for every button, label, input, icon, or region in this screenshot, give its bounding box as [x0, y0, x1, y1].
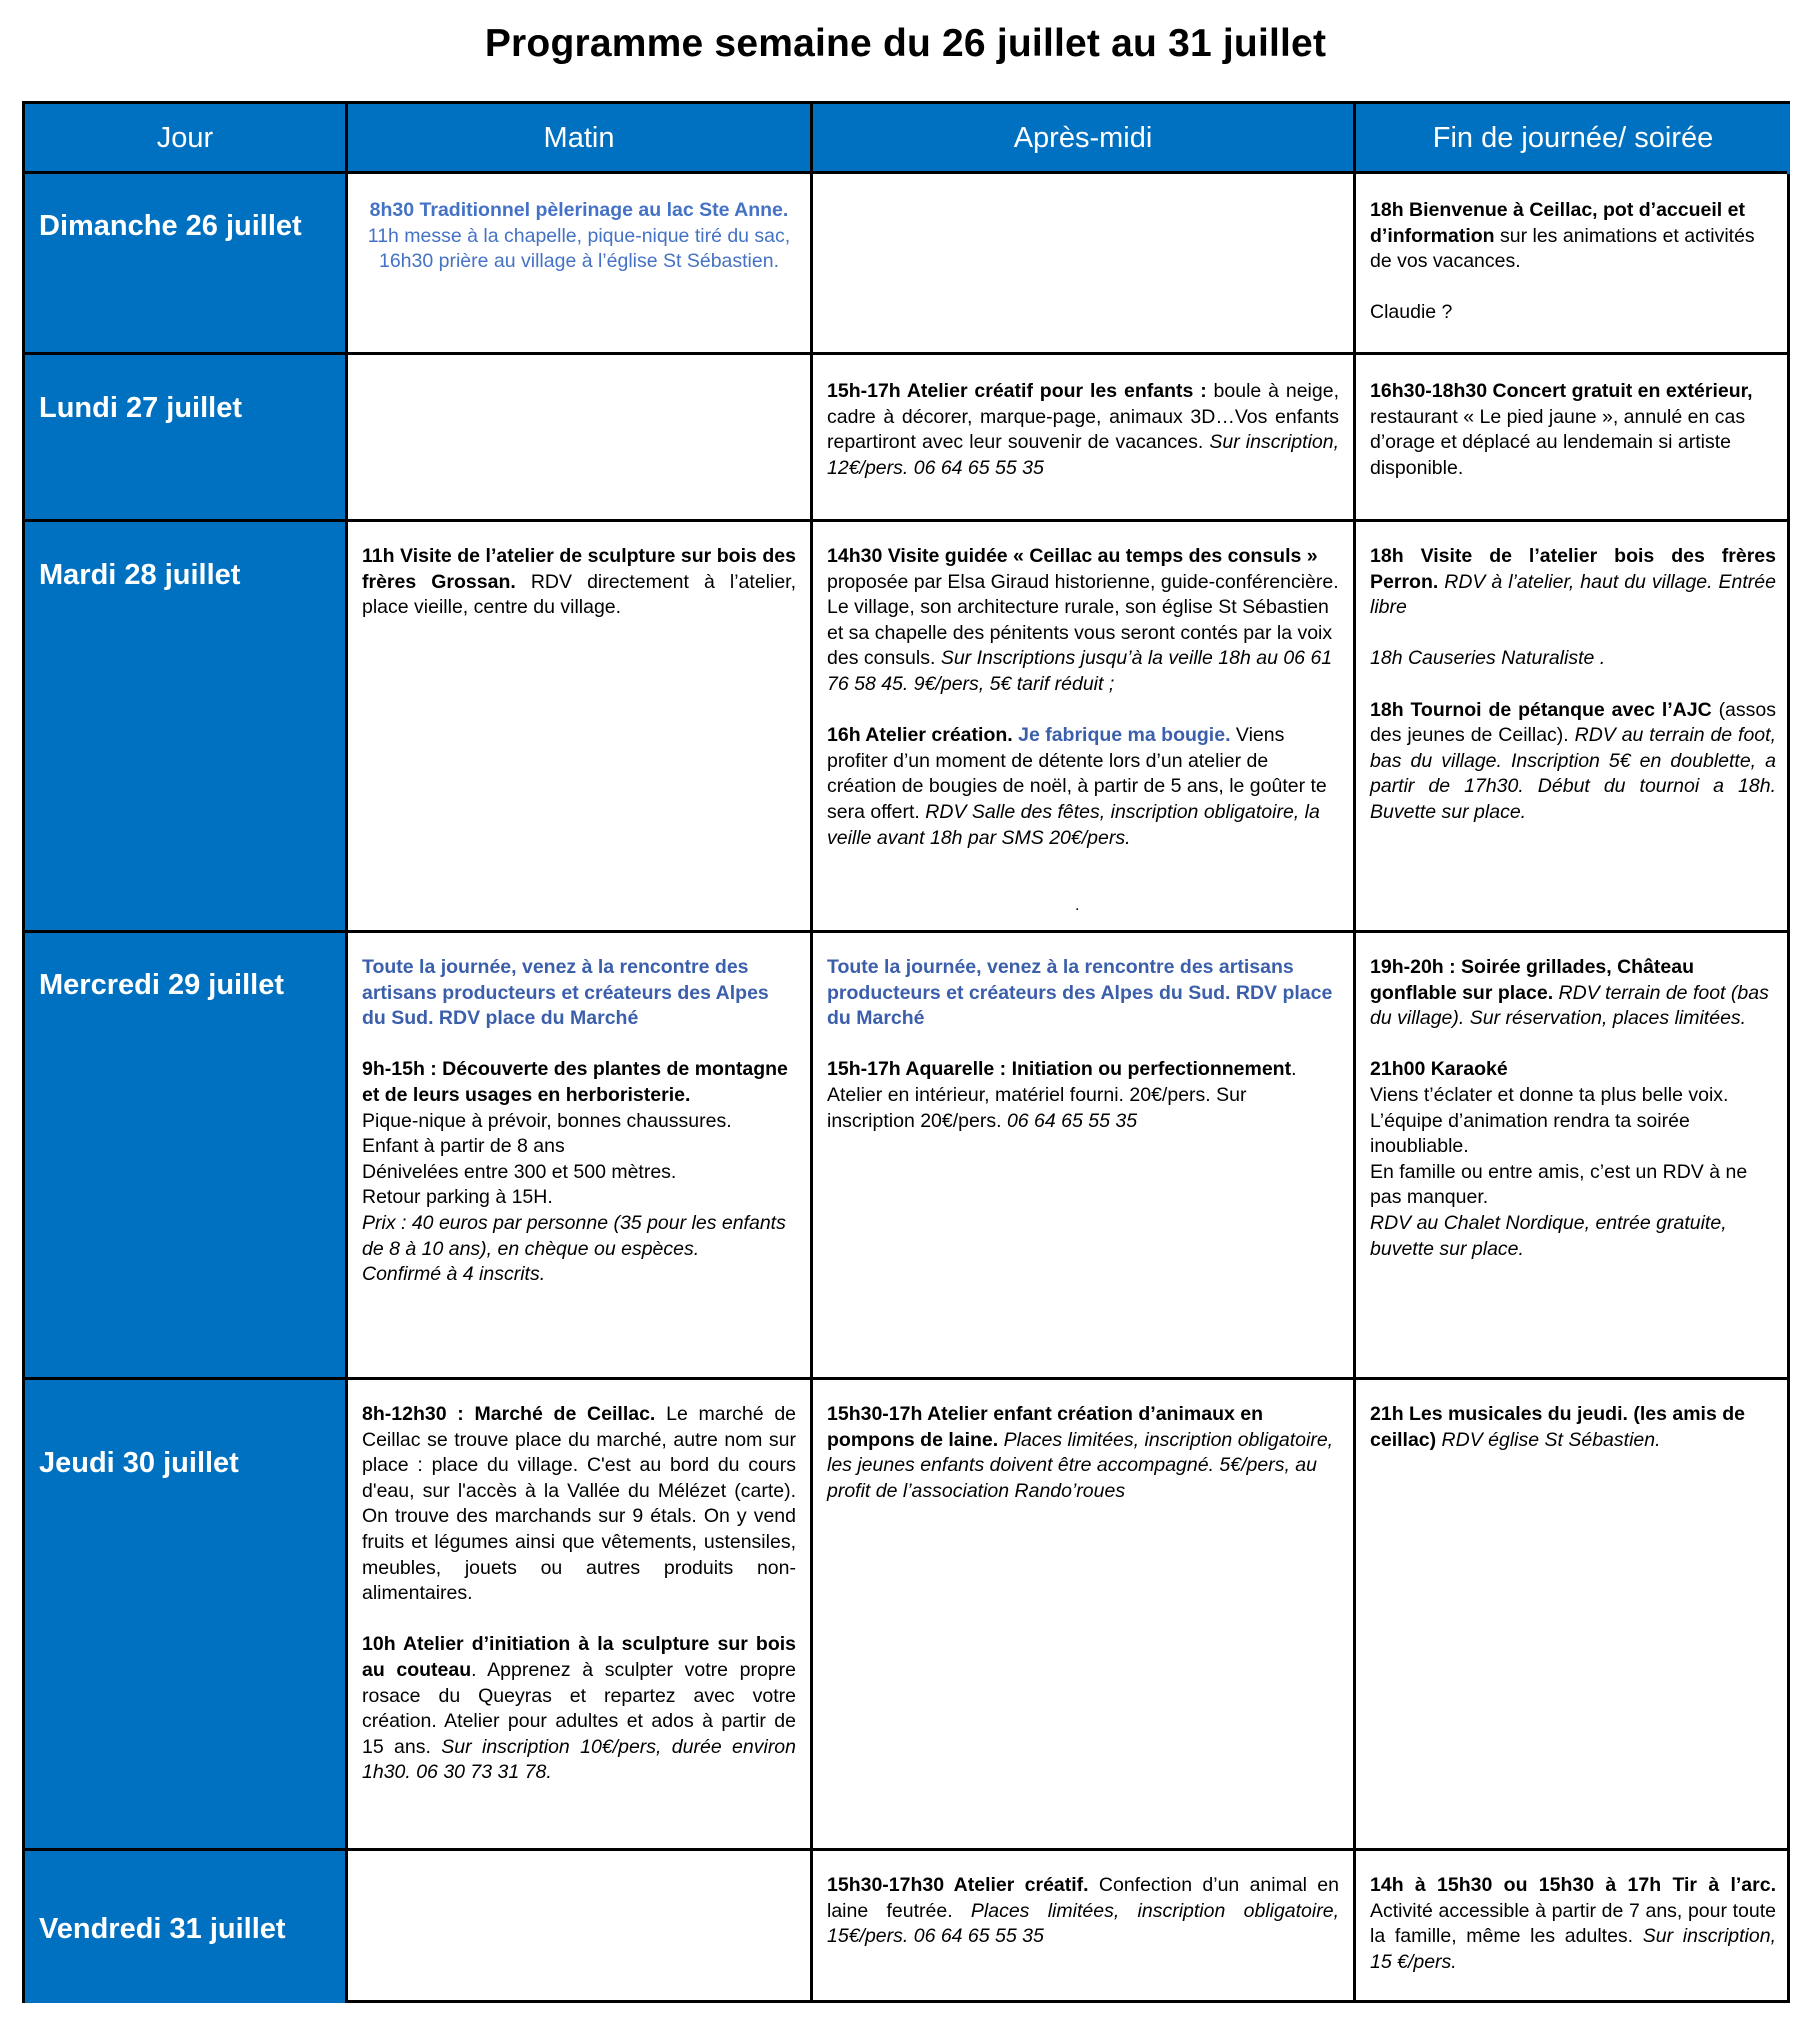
- day-label: Jeudi 30 juillet: [25, 1380, 345, 1851]
- afternoon-cell: [810, 1851, 1353, 2003]
- text-segment: RDV à l’atelier, haut du village. Entrée libre: [1370, 570, 1776, 619]
- paragraph: [1370, 544, 1776, 621]
- text-segment: Prix : 40 euros par personne (35 pour les enfants de 8 à 10 ans), en chèque ou espèces.: [362, 1211, 786, 1260]
- text-segment: 06 64 65 55 35: [1006, 1109, 1138, 1132]
- text-segment: Viens profiter d’un moment de détente lors d’un atelier de création de bougies de noël, à partir de 5 ans, le goûter te sera offert.: [827, 724, 1327, 823]
- text-segment: Viens t’éclater et donne ta plus belle voix.: [1370, 1083, 1729, 1106]
- paragraph: [1370, 1402, 1776, 1453]
- paragraph: [362, 1211, 796, 1262]
- stray-dot: .: [1075, 897, 1080, 915]
- text-segment: 18h Bienvenue à Ceillac, pot d’accueil et d’information: [1370, 199, 1745, 247]
- header-day: Jour: [25, 104, 345, 174]
- text-segment: Sur Inscriptions jusqu’à la veille 18h au 06 61 76 58 45. 9€/pers, 5€ tarif réduit ;: [827, 647, 1333, 695]
- table-row-mardi: [25, 519, 1787, 933]
- morning-cell: [345, 522, 810, 933]
- afternoon-cell: [810, 1380, 1353, 1851]
- text-segment: 15h30-17h Atelier enfant création d’animaux en pompons de laine.: [827, 1403, 1263, 1451]
- text-segment: . Apprenez à sculpter votre propre rosace du Queyras et repartez avec votre création. Atelier pour adultes et ados à partir de 15 ans.: [362, 1658, 796, 1758]
- day-label: Mardi 28 juillet: [25, 522, 345, 933]
- header-evening: Fin de journée/ soirée: [1353, 104, 1790, 174]
- paragraph: [1370, 198, 1776, 275]
- afternoon-cell: [810, 522, 1353, 933]
- table-row-dimanche: [25, 171, 1787, 355]
- text-segment: Dénivelées entre 300 et 500 mètres.: [362, 1160, 677, 1183]
- text-segment: 15h-17h Atelier créatif pour les enfants :: [827, 380, 1207, 402]
- text-segment: Sur inscription, 12€/pers. 06 64 65 55 35: [827, 431, 1340, 479]
- paragraph: [1370, 1083, 1776, 1109]
- paragraph: [1370, 955, 1776, 1032]
- paragraph: [362, 1185, 796, 1211]
- text-segment: En famille ou entre amis, c’est un RDV à ne pas manquer.: [1370, 1160, 1748, 1209]
- paragraph: [827, 955, 1339, 1032]
- paragraph: [1370, 1211, 1776, 1262]
- paragraph: [362, 1160, 796, 1186]
- text-segment: restaurant « Le pied jaune », annulé en cas d’orage et déplacé au lendemain si artiste disponible.: [1370, 405, 1746, 479]
- text-segment: 9h-15h : Découverte des plantes de montagne et de leurs usages en herboristerie.: [362, 1058, 788, 1106]
- text-segment: 10h Atelier d’initiation à la sculpture sur bois au couteau: [362, 1633, 796, 1681]
- text-segment: Confirmé à 4 inscrits.: [362, 1263, 546, 1286]
- text-segment: Enfant à partir de 8 ans: [362, 1135, 565, 1158]
- day-label: Vendredi 31 juillet: [25, 1851, 345, 2003]
- text-segment: RDV directement à l’atelier, place vieille, centre du village.: [362, 570, 797, 619]
- text-segment: Le marché de Ceillac se trouve place du marché, autre nom sur place : place du village. C'est au bord du cours d'eau, sur l'accès à la Vallée du Mélézet (carte). On trouve des marchands sur 9 étals. On y vend fruits et légumes ainsi que vêtements, ustensiles, meubles, jouets ou autres produits non-alimentaires.: [362, 1403, 797, 1605]
- text-segment: 8h30 Traditionnel pèlerinage au lac Ste Anne.: [369, 199, 789, 221]
- text-segment: 18h Causeries Naturaliste .: [1370, 647, 1606, 670]
- paragraph: [362, 1109, 796, 1135]
- table-header-row: [25, 104, 1787, 174]
- text-segment: RDV Salle des fêtes, inscription obligatoire, la veille avant 18h par SMS 20€/pers.: [827, 800, 1320, 849]
- paragraph: [1370, 300, 1776, 326]
- text-segment: 14h à 15h30 ou 15h30 à 17h Tir à l’arc.: [1370, 1874, 1776, 1896]
- text-segment: Claudie ?: [1370, 301, 1453, 324]
- afternoon-cell: [810, 174, 1353, 355]
- text-segment: proposée par Elsa Giraud historienne, guide-conférencière. Le village, son architecture rurale, son église St Sébastien et sa chapelle des pénitents vous seront contés par la voix des consuls.: [827, 570, 1339, 670]
- text-segment: RDV terrain de foot (bas du village). Sur réservation, places limitées.: [1370, 981, 1769, 1030]
- table-row-lundi: [25, 352, 1787, 522]
- text-segment: Sur inscription 10€/pers, durée environ 1h30. 06 30 73 31 78.: [362, 1735, 796, 1784]
- text-segment: 18h Tournoi de pétanque avec l’AJC: [1370, 698, 1712, 721]
- text-segment: sur les animations et activités de vos vacances.: [1370, 224, 1755, 273]
- text-segment: L’équipe d’animation rendra ta soirée inoubliable.: [1370, 1109, 1690, 1158]
- text-segment: . Atelier en intérieur, matériel fourni. 20€/pers. Sur inscription 20€/pers.: [827, 1058, 1297, 1132]
- text-segment: 11h Visite de l’atelier de sculpture sur bois des frères Grossan.: [362, 545, 796, 593]
- text-segment: 15h-17h Aquarelle : Initiation ou perfectionnement: [827, 1058, 1292, 1081]
- text-segment: 21h Les musicales du jeudi. (les amis de ceillac): [1370, 1403, 1745, 1451]
- paragraph: [827, 1057, 1339, 1134]
- paragraph: [1370, 1873, 1776, 1975]
- paragraph: [362, 198, 796, 275]
- paragraph: [362, 544, 796, 621]
- header-afternoon: Après-midi: [810, 104, 1353, 174]
- text-segment: Je fabrique ma bougie.: [1018, 724, 1231, 747]
- paragraph: [362, 1402, 796, 1607]
- text-segment: Sur inscription, 15 €/pers.: [1370, 1925, 1776, 1973]
- evening-cell: [1353, 933, 1790, 1380]
- text-segment: (assos des jeunes de Ceillac).: [1370, 698, 1776, 747]
- morning-cell: [345, 174, 810, 355]
- afternoon-cell: [810, 933, 1353, 1380]
- text-segment: Pique-nique à prévoir, bonnes chaussures.: [362, 1109, 732, 1132]
- text-segment: Places limitées, inscription obligatoire, 15€/pers. 06 64 65 55 35: [827, 1899, 1339, 1948]
- paragraph: [827, 544, 1339, 698]
- page-title: Programme semaine du 26 juillet au 31 juillet: [484, 22, 1327, 65]
- paragraph: [362, 1632, 796, 1786]
- paragraph: [362, 955, 796, 1032]
- paragraph: [1370, 1160, 1776, 1211]
- text-segment: RDV au terrain de foot, bas du village. Inscription 5€ en doublette, a partir de 17h30. Début du tournoi a 18h. Buvette sur place.: [1370, 724, 1776, 823]
- text-segment: Places limitées, inscription obligatoire, les jeunes enfants doivent être accompagné. 5€/pers, au profit de l’association Rando’roues: [827, 1428, 1334, 1502]
- morning-cell: [345, 1851, 810, 2003]
- text-segment: Toute la journée, venez à la rencontre des artisans producteurs et créateurs des Alpes du Sud. RDV place du Marché: [362, 956, 769, 1030]
- paragraph: [1370, 379, 1776, 481]
- header-morning: Matin: [345, 104, 810, 174]
- text-segment: boule à neige, cadre à décorer, marque-page, animaux 3D…Vos enfants repartiront avec leur souvenir de vacances.: [827, 380, 1339, 454]
- paragraph: [362, 1262, 796, 1288]
- evening-cell: [1353, 1380, 1790, 1851]
- evening-cell: [1353, 355, 1790, 522]
- text-segment: 21h00 Karaoké: [1370, 1058, 1508, 1081]
- schedule-table: [22, 101, 1790, 2003]
- text-segment: RDV au Chalet Nordique, entrée gratuite, buvette sur place.: [1370, 1211, 1727, 1260]
- text-segment: RDV église St Sébastien.: [1436, 1428, 1661, 1451]
- paragraph: [1370, 698, 1776, 826]
- morning-cell: [345, 1380, 810, 1851]
- evening-cell: [1353, 174, 1790, 355]
- text-segment: Toute la journée, venez à la rencontre des artisans producteurs et créateurs des Alpes du Sud. RDV place du Marché: [827, 956, 1333, 1030]
- paragraph: [1370, 1109, 1776, 1160]
- paragraph: [827, 723, 1339, 851]
- text-segment: 14h30 Visite guidée « Ceillac au temps des consuls »: [827, 545, 1318, 567]
- text-segment: 19h-20h : Soirée grillades, Château gonflable sur place.: [1370, 956, 1695, 1004]
- paragraph: [1370, 1057, 1776, 1083]
- table-row-vendredi: [25, 1848, 1787, 2003]
- text-segment: Activité accessible à partir de 7 ans, pour toute la famille, même les adultes.: [1370, 1899, 1776, 1948]
- paragraph: [827, 379, 1339, 481]
- text-segment: Confection d’un animal en laine feutrée.: [827, 1874, 1340, 1922]
- paragraph: [827, 1402, 1339, 1504]
- text-segment: 15h30-17h30 Atelier créatif.: [827, 1874, 1089, 1896]
- day-label: Dimanche 26 juillet: [25, 174, 345, 355]
- paragraph: [362, 1057, 796, 1108]
- text-segment: 16h30-18h30 Concert gratuit en extérieur,: [1370, 380, 1753, 402]
- paragraph: [827, 1873, 1339, 1950]
- text-segment: 8h-12h30 : Marché de Ceillac.: [362, 1403, 656, 1425]
- text-segment: Retour parking à 15H.: [362, 1186, 553, 1209]
- text-segment: 18h Visite de l’atelier bois des frères Perron.: [1370, 545, 1776, 593]
- evening-cell: [1353, 1851, 1790, 2003]
- table-row-jeudi: [25, 1377, 1787, 1851]
- afternoon-content: [827, 544, 1339, 851]
- paragraph: [1370, 646, 1776, 672]
- day-label: Mercredi 29 juillet: [25, 933, 345, 1380]
- morning-cell: [345, 355, 810, 522]
- text-segment: 16h Atelier création.: [827, 724, 1019, 747]
- table-row-mercredi: [25, 930, 1787, 1380]
- day-label: Lundi 27 juillet: [25, 355, 345, 522]
- paragraph: [362, 1134, 796, 1160]
- evening-cell: [1353, 522, 1790, 933]
- afternoon-cell: [810, 355, 1353, 522]
- morning-cell: [345, 933, 810, 1380]
- text-segment: 11h messe à la chapelle, pique-nique tiré du sac, 16h30 prière au village à l’église St Sébastien.: [367, 224, 791, 273]
